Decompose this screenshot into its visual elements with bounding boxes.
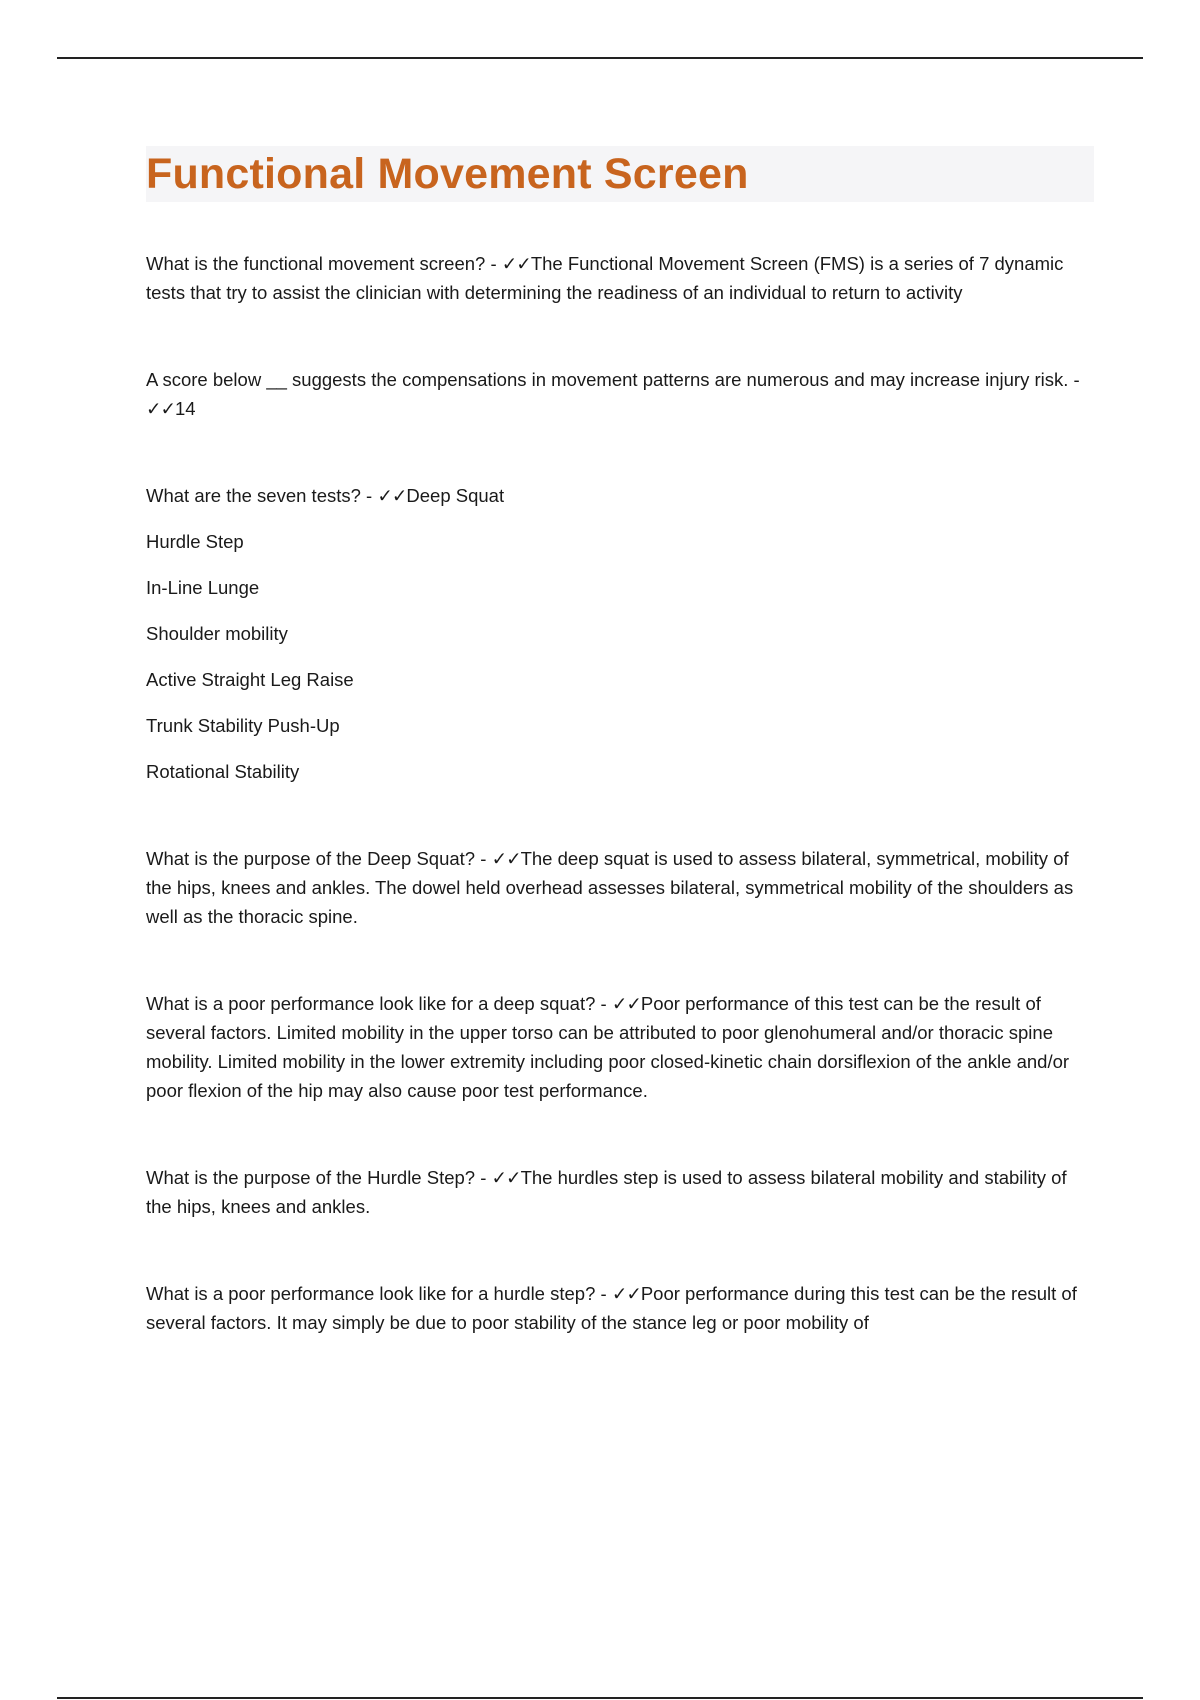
question: What is the purpose of the Deep Squat? <box>146 848 476 869</box>
double-check-icon: ✓✓ <box>611 993 641 1014</box>
list-item: Active Straight Leg Raise <box>146 669 354 690</box>
answer: The hurdles step is used to assess bilateral mobility and stability of the hips, knees and ankles. <box>146 1167 1067 1217</box>
top-rule <box>57 57 1143 59</box>
answer: 14 <box>175 398 196 419</box>
answer: The Functional Movement Screen (FMS) is a series of 7 dynamic tests that try to assist the clinician with determining the readiness of an individual to return to activity <box>146 253 1064 303</box>
separator: - <box>475 848 492 869</box>
answer: Deep Squat <box>406 485 505 506</box>
answer: Poor performance during this test can be the result of several factors. It may simply be due to poor stability of the stance leg or poor mobility of <box>146 1283 1077 1333</box>
separator: - <box>360 485 378 506</box>
question: What are the seven tests? <box>146 485 361 506</box>
list-item: In-Line Lunge <box>146 577 260 598</box>
qa-item-4 <box>146 844 1094 931</box>
bottom-rule <box>57 1697 1143 1699</box>
answer: The deep squat is used to assess bilateral, symmetrical, mobility of the hips, knees and ankles. The dowel held overhead assesses bilateral, symmetrical mobility of the shoulders as well as the thoracic spine. <box>146 848 1074 927</box>
double-check-icon: ✓✓ <box>501 253 531 274</box>
question: A score below __ suggests the compensations in movement patterns are numerous and may increase injury risk. <box>146 369 1069 390</box>
answer: Poor performance of this test can be the result of several factors. Limited mobility in the upper torso can be attributed to poor glenohumeral and/or thoracic spine mobility. Limited mobility in the lower extremity including poor closed-kinetic chain dorsiflexion of the ankle and/or poor flexion of the hip may also cause poor test performance. <box>146 993 1070 1101</box>
list-item: Trunk Stability Push-Up <box>146 715 340 736</box>
qa-item-6 <box>146 1163 1094 1221</box>
qa-item-3 <box>146 481 1094 786</box>
double-check-icon: ✓✓ <box>146 398 176 419</box>
double-check-icon: ✓✓ <box>611 1283 641 1304</box>
double-check-icon: ✓✓ <box>377 485 407 506</box>
qa-item-2 <box>146 365 1094 423</box>
qa-item-1 <box>146 249 1094 307</box>
question: What is the functional movement screen? <box>146 253 486 274</box>
question: What is a poor performance look like for a hurdle step? <box>146 1283 596 1304</box>
double-check-icon: ✓✓ <box>491 1167 521 1188</box>
list-item: Shoulder mobility <box>146 623 288 644</box>
list-item: Rotational Stability <box>146 761 300 782</box>
separator: - <box>1068 369 1080 390</box>
title-band <box>146 146 1094 202</box>
double-check-icon: ✓✓ <box>491 848 521 869</box>
separator: - <box>485 253 502 274</box>
qa-item-7 <box>146 1279 1094 1337</box>
qa-item-5 <box>146 989 1094 1105</box>
list-item: Hurdle Step <box>146 531 244 552</box>
separator: - <box>595 993 612 1014</box>
document-body <box>146 146 1094 1395</box>
separator: - <box>475 1167 492 1188</box>
page-title: Functional Movement Screen <box>146 149 749 198</box>
question: What is a poor performance look like for a deep squat? <box>146 993 596 1014</box>
question: What is the purpose of the Hurdle Step? <box>146 1167 476 1188</box>
separator: - <box>595 1283 612 1304</box>
